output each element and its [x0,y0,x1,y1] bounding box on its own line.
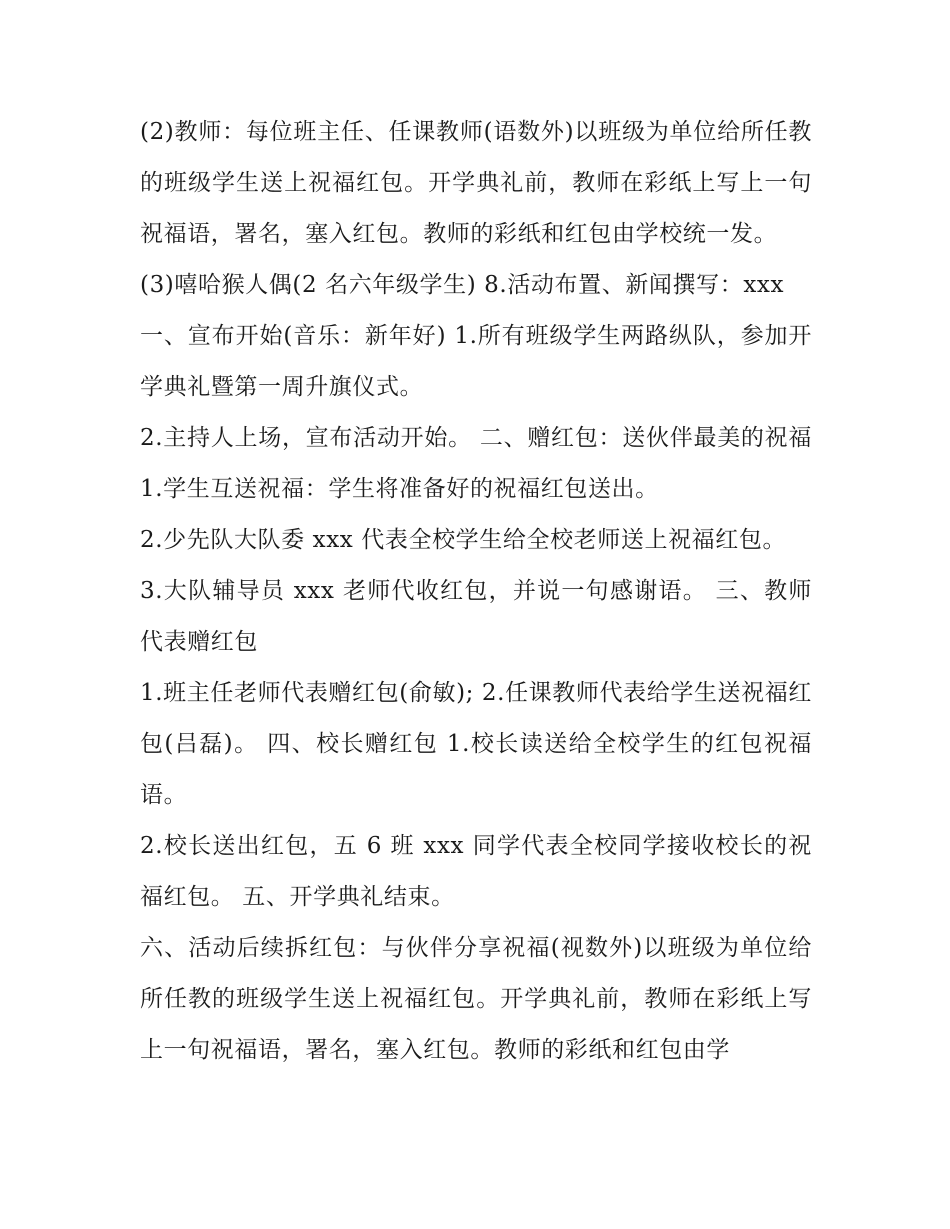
paragraph-teacher-representatives: 1.班主任老师代表赠红包(俞敏); 2.任课教师代表给学生送祝福红包(吕磊)。 四、校长赠红包 1.校长读送给全校学生的红包祝福语。 [140,680,812,808]
paragraph-teacher-red-envelope: (2)教师：每位班主任、任课教师(语数外)以班级为单位给所任教的班级学生送上祝福红包。开学典礼前，教师在彩纸上写上一句祝福语，署名，塞入红包。教师的彩纸和红包由学校统一发。 [140,119,812,247]
paragraph-counselor-thanks: 3.大队辅导员 xxx 老师代收红包，并说一句感谢语。 三、教师代表赠红包 [140,578,812,655]
document-body [140,107,812,1076]
paragraph-follow-up: 六、活动后续拆红包：与伙伴分享祝福(视数外)以班级为单位给所任教的班级学生送上祝福红包。开学典礼前，教师在彩纸上写上一句祝福语，署名，塞入红包。教师的彩纸和红包由学 [140,935,812,1063]
paragraph-host-and-gifting: 2.主持人上场，宣布活动开始。 二、赠红包：送伙伴最美的祝福 1.学生互送祝福：学生将准备好的祝福红包送出。 [140,425,812,502]
paragraph-announce-start: 一、宣布开始(音乐：新年好) 1.所有班级学生两路纵队，参加开学典礼暨第一周升旗仪式。 [140,323,812,400]
paragraph-principal-gift: 2.校长送出红包，五 6 班 xxx 同学代表全校同学接收校长的祝福红包。 五、开学典礼结束。 [140,833,812,910]
paragraph-mascot-and-news: (3)嘻哈猴人偶(2 名六年级学生) 8.活动布置、新闻撰写：xxx [140,272,785,298]
paragraph-student-committee: 2.少先队大队委 xxx 代表全校学生给全校老师送上祝福红包。 [140,527,787,553]
